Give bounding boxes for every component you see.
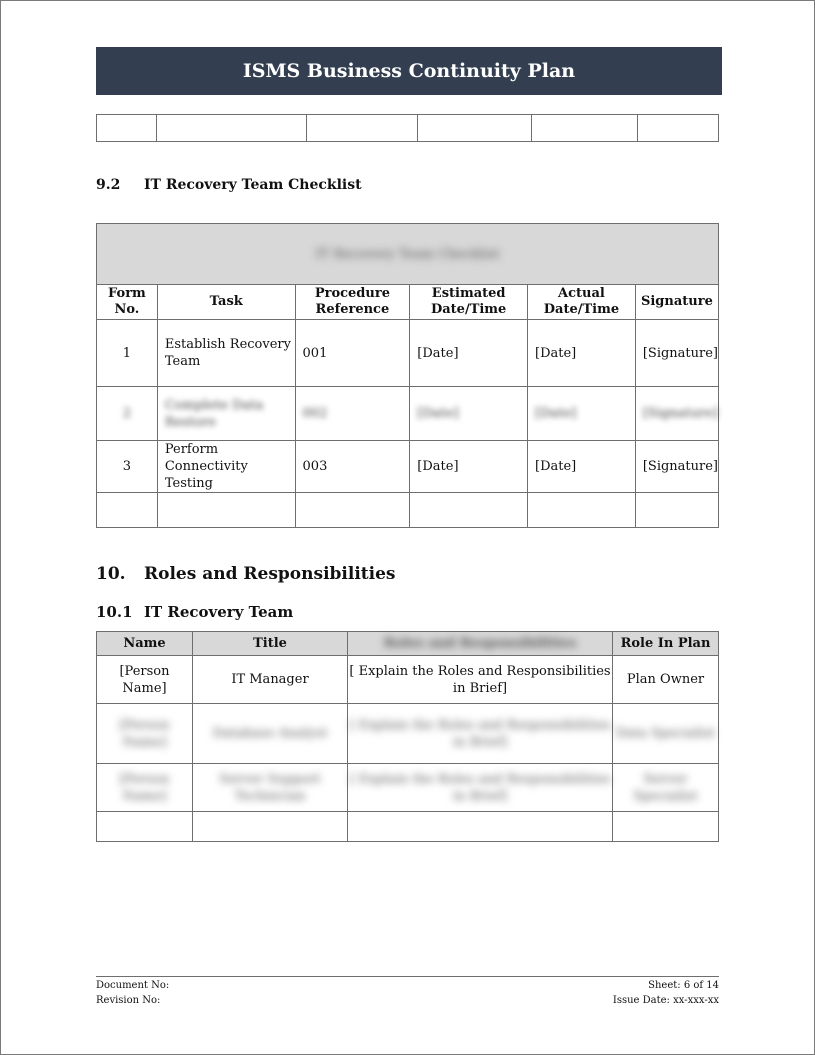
cell-name: [Person Name] bbox=[97, 656, 193, 704]
cell-procedure: 001 bbox=[295, 320, 410, 387]
blurred-text: Database Analyst bbox=[212, 726, 328, 741]
table-caption-row bbox=[97, 224, 719, 285]
cell-title bbox=[193, 704, 348, 764]
column-header-procedure: Procedure Reference bbox=[295, 285, 410, 320]
blurred-text: [Person Name] bbox=[119, 717, 170, 750]
cell-actual bbox=[528, 387, 636, 441]
cell-signature bbox=[635, 387, 718, 441]
sheet-number: Sheet: 6 of 14 bbox=[648, 980, 719, 991]
blurred-text: Server Support Technician bbox=[219, 771, 321, 804]
table-caption-cell bbox=[97, 224, 719, 285]
table-row bbox=[97, 320, 719, 387]
cell-estimated bbox=[410, 387, 528, 441]
section-number: 10. bbox=[96, 564, 126, 584]
blurred-text: 2 bbox=[122, 406, 132, 421]
table-row bbox=[97, 704, 719, 764]
blurred-text: Server Specialist bbox=[633, 771, 698, 804]
table-cell bbox=[528, 493, 636, 528]
cell-estimated: [Date] bbox=[410, 441, 528, 493]
table-row-empty bbox=[97, 493, 719, 528]
footer-left bbox=[96, 978, 169, 1008]
cell-roles bbox=[348, 704, 613, 764]
top-empty-table bbox=[96, 114, 719, 142]
cell-roles: [ Explain the Roles and Responsibilities in Brief] bbox=[348, 656, 613, 704]
section-heading-9-2 bbox=[96, 177, 362, 193]
cell-procedure: 003 bbox=[295, 441, 410, 493]
cell-task bbox=[157, 387, 295, 441]
table-row-empty bbox=[97, 812, 719, 842]
table-row bbox=[97, 115, 719, 142]
blurred-text: Data Specialist bbox=[615, 726, 716, 741]
section-number: 10.1 bbox=[96, 603, 133, 621]
table-cell bbox=[307, 115, 418, 142]
it-recovery-team-table bbox=[96, 631, 719, 842]
document-title-banner bbox=[96, 47, 722, 95]
cell-roles bbox=[348, 764, 613, 812]
table-cell bbox=[157, 115, 307, 142]
cell-actual: [Date] bbox=[528, 320, 636, 387]
table-cell bbox=[348, 812, 613, 842]
column-header-form-no: Form No. bbox=[97, 285, 158, 320]
blurred-text: [ Explain the Roles and Responsibilities in Brief] bbox=[349, 771, 611, 804]
blurred-text: Roles and Responsibilities bbox=[383, 636, 577, 651]
column-header-estimated: Estimated Date/Time bbox=[410, 285, 528, 320]
issue-date: Issue Date: xx-xxx-xx bbox=[612, 995, 719, 1006]
table-row bbox=[97, 764, 719, 812]
document-no-label: Document No: bbox=[96, 980, 170, 991]
cell-role-in-plan bbox=[613, 764, 719, 812]
cell-procedure bbox=[295, 387, 410, 441]
cell-actual: [Date] bbox=[528, 441, 636, 493]
section-heading-10 bbox=[96, 564, 396, 584]
column-header-roles bbox=[348, 632, 613, 656]
footer-divider bbox=[96, 976, 719, 977]
table-cell bbox=[638, 115, 719, 142]
table-cell bbox=[157, 493, 295, 528]
cell-signature: [Signature] bbox=[635, 441, 718, 493]
cell-name bbox=[97, 764, 193, 812]
column-header-actual: Actual Date/Time bbox=[528, 285, 636, 320]
column-header-role-in-plan: Role In Plan bbox=[613, 632, 719, 656]
table-cell bbox=[193, 812, 348, 842]
section-title: IT Recovery Team Checklist bbox=[144, 177, 362, 193]
cell-estimated: [Date] bbox=[410, 320, 528, 387]
column-header-title: Title bbox=[193, 632, 348, 656]
column-header-name: Name bbox=[97, 632, 193, 656]
table-cell bbox=[613, 812, 719, 842]
section-title: IT Recovery Team bbox=[144, 603, 294, 621]
section-number: 9.2 bbox=[96, 177, 121, 193]
table-header-row bbox=[97, 632, 719, 656]
blurred-text: [ Explain the Roles and Responsibilities in Brief] bbox=[349, 717, 611, 750]
cell-title: IT Manager bbox=[193, 656, 348, 704]
table-cell bbox=[635, 493, 718, 528]
cell-task: Perform Connectivity Testing bbox=[157, 441, 295, 493]
table-header-row bbox=[97, 285, 719, 320]
cell-role-in-plan bbox=[613, 704, 719, 764]
table-cell bbox=[410, 493, 528, 528]
document-title: ISMS Business Continuity Plan bbox=[242, 60, 576, 82]
cell-title bbox=[193, 764, 348, 812]
blurred-text: [Date] bbox=[417, 406, 459, 421]
table-cell bbox=[418, 115, 532, 142]
it-recovery-checklist-table bbox=[96, 223, 719, 528]
blurred-text: Complete Data Restore bbox=[164, 397, 264, 430]
blurred-text: 002 bbox=[302, 406, 328, 421]
blurred-text: [Person Name] bbox=[119, 771, 170, 804]
cell-role-in-plan: Plan Owner bbox=[613, 656, 719, 704]
table-cell bbox=[295, 493, 410, 528]
table-row bbox=[97, 441, 719, 493]
revision-no-label: Revision No: bbox=[96, 995, 161, 1006]
cell-signature: [Signature] bbox=[635, 320, 718, 387]
table-cell bbox=[97, 493, 158, 528]
cell-form-no: 1 bbox=[97, 320, 158, 387]
table-cell bbox=[97, 812, 193, 842]
section-title: Roles and Responsibilities bbox=[144, 564, 396, 584]
table-caption: IT Recovery Team Checklist bbox=[315, 246, 500, 262]
section-heading-10-1 bbox=[96, 603, 293, 621]
cell-form-no: 3 bbox=[97, 441, 158, 493]
cell-task: Establish Recovery Team bbox=[157, 320, 295, 387]
table-row bbox=[97, 656, 719, 704]
column-header-task: Task bbox=[157, 285, 295, 320]
footer-right bbox=[613, 978, 719, 1008]
table-row bbox=[97, 387, 719, 441]
blurred-text: [Date] bbox=[535, 406, 577, 421]
table-cell bbox=[97, 115, 157, 142]
cell-form-no bbox=[97, 387, 158, 441]
table-cell bbox=[532, 115, 638, 142]
blurred-text: [Signature] bbox=[642, 406, 718, 421]
column-header-signature: Signature bbox=[635, 285, 718, 320]
cell-name bbox=[97, 704, 193, 764]
